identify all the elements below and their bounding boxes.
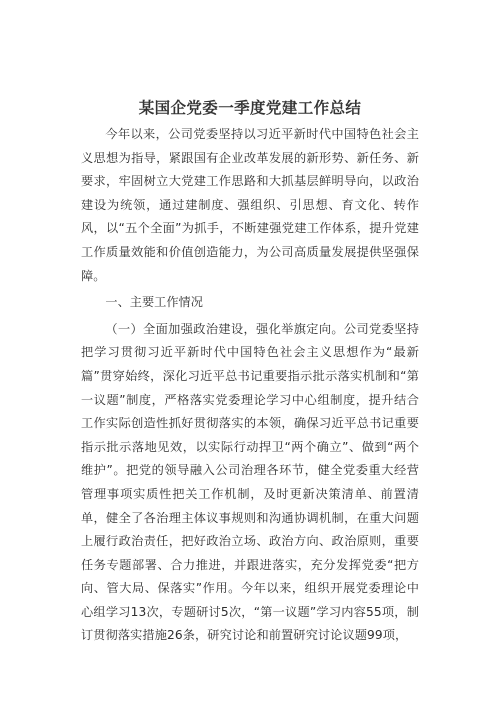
intro-paragraph: 今年以来，公司党委坚持以习近平新时代中国特色社会主义思想为指导，紧跟国有企业改革发展的新形势、新任务、新要求，牢固树立大党建工作思路和大抓基层鲜明导向，以政治建设为统领，通过建制度、强组织、引思想、育文化、转作风，以“五个全面”为抓手，不断建强党建工作体系，提升党建工作质量效能和价值创造能力，为公司高质量发展提供坚强保障。: [81, 127, 419, 283]
document-body: [81, 123, 419, 648]
section-paragraph: （一）全面加强政治建设，强化举旗定向。公司党委坚持把学习贯彻习近平新时代中国特色社会主义思想作为“最新篇”贯穿始终，深化习近平总书记重要指示批示落实机制和“第一议题”制度，严格落实党委理论学习中心组制度，提升结合工作实际创造性抓好贯彻落实的本领，确保习近平总书记重要指示批示落地见效，以实际行动捍卫“两个确立”、做到“两个维护”。把党的领导融入公司治理各环节，健全党委重大经营管理事项实质性把关工作机制，及时更新决策清单、前置清单，健全了各治理主体议事规则和沟通协调机制，在重大问题上履行政治责任，把好政治立场、政治方向、政治原则，重要任务专题部署、合力推进，并跟进落实，充分发挥党委“把方向、管大局、保落实”作用。今年以来，组织开展党委理论中心组学习13次，专题研讨5次，“第一议题”学习内容55项，制订贯彻落实措施26条，研究讨论和前置研究讨论议题99项，: [81, 321, 419, 643]
section-heading: 一、主要工作情况: [105, 295, 203, 310]
document-title: 某国企党委一季度党建工作总结: [138, 99, 362, 117]
